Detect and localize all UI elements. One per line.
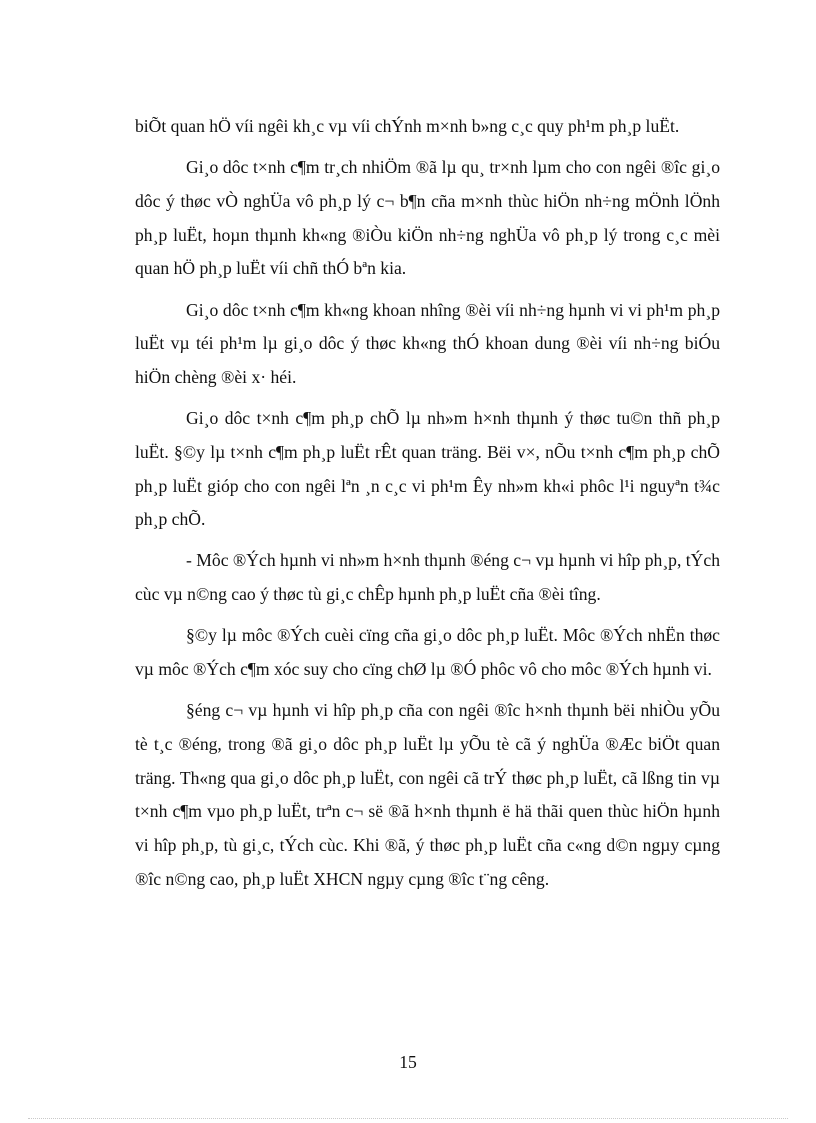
paragraph: Gi¸o dôc t×nh c¶m tr¸ch nhiÖm ®ã lµ qu¸ tr×nh lµm cho con ngêi ®îc gi¸o dôc ý thøc vÒ nghÜa vô ph¸p lý c¬ b¶n cña m×nh thùc hiÖn nh÷ng mÖnh lÖnh ph¸p luËt, hoµn thµnh kh«ng ®iÒu kiÖn nh÷ng nghÜa vô ph¸p lý trong c¸c mèi quan hÖ ph¸p luËt víi chñ thÓ bªn kia. — [135, 157, 720, 279]
page-bottom-divider — [28, 1118, 788, 1119]
paragraph: §©y lµ môc ®Ých cuèi cïng cña gi¸o dôc ph¸p luËt. Môc ®Ých nhËn thøc vµ môc ®Ých c¶m xóc suy cho cïng chØ lµ ®Ó phôc vô cho môc ®Ých hµnh vi. — [135, 625, 720, 680]
paragraph: - Môc ®Ých hµnh vi nh»m h×nh thµnh ®éng c¬ vµ hµnh vi hîp ph¸p, tÝch cùc vµ n©ng cao ý thøc tù gi¸c chÊp hµnh ph¸p luËt cña ®èi tîng. — [135, 550, 720, 605]
paragraph: §éng c¬ vµ hµnh vi hîp ph¸p cña con ngêi ®îc h×nh thµnh bëi nhiÒu yÕu tè t¸c ®éng, trong ®ã gi¸o dôc ph¸p luËt lµ yÕu tè cã ý nghÜa ®Æc biÖt quan träng. Th«ng qua gi¸o dôc ph¸p luËt, con ngêi cã trÝ thøc ph¸p luËt, cã lßng tin vµ t×nh c¶m vµo ph¸p luËt, trªn c¬ së ®ã h×nh thµnh ë hä thãi quen thùc hiÖn hµnh vi hîp ph¸p, tù gi¸c, tÝch cùc. Khi ®ã, ý thøc ph¸p luËt cña c«ng d©n ngµy cµng ®îc n©ng cao, ph¸p luËt XHCN ngµy cµng ®îc t¨ng cêng. — [135, 700, 720, 889]
paragraph: Gi¸o dôc t×nh c¶m ph¸p chÕ lµ nh»m h×nh thµnh ý thøc tu©n thñ ph¸p luËt. §©y lµ t×nh c¶m ph¸p luËt rÊt quan träng. Bëi v×, nÕu t×nh c¶m ph¸p chÕ ph¸p luËt gióp cho con ngêi lªn ¸n c¸c vi ph¹m Êy nh»m kh«i phôc l¹i nguyªn t¾c ph¸p chÕ. — [135, 408, 720, 530]
paragraph: Gi¸o dôc t×nh c¶m kh«ng khoan nhîng ®èi víi nh÷ng hµnh vi vi ph¹m ph¸p luËt vµ téi ph¹m lµ gi¸o dôc ý thøc kh«ng thÓ khoan dung ®èi víi nh÷ng biÓu hiÖn chèng ®èi x· héi. — [135, 299, 720, 387]
body-text — [135, 110, 720, 904]
page-number: 15 — [399, 1052, 417, 1072]
paragraph-continuation: biÕt quan hÖ víi ngêi kh¸c vµ víi chÝnh m×nh b»ng c¸c quy ph¹m ph¸p luËt. — [135, 116, 680, 136]
